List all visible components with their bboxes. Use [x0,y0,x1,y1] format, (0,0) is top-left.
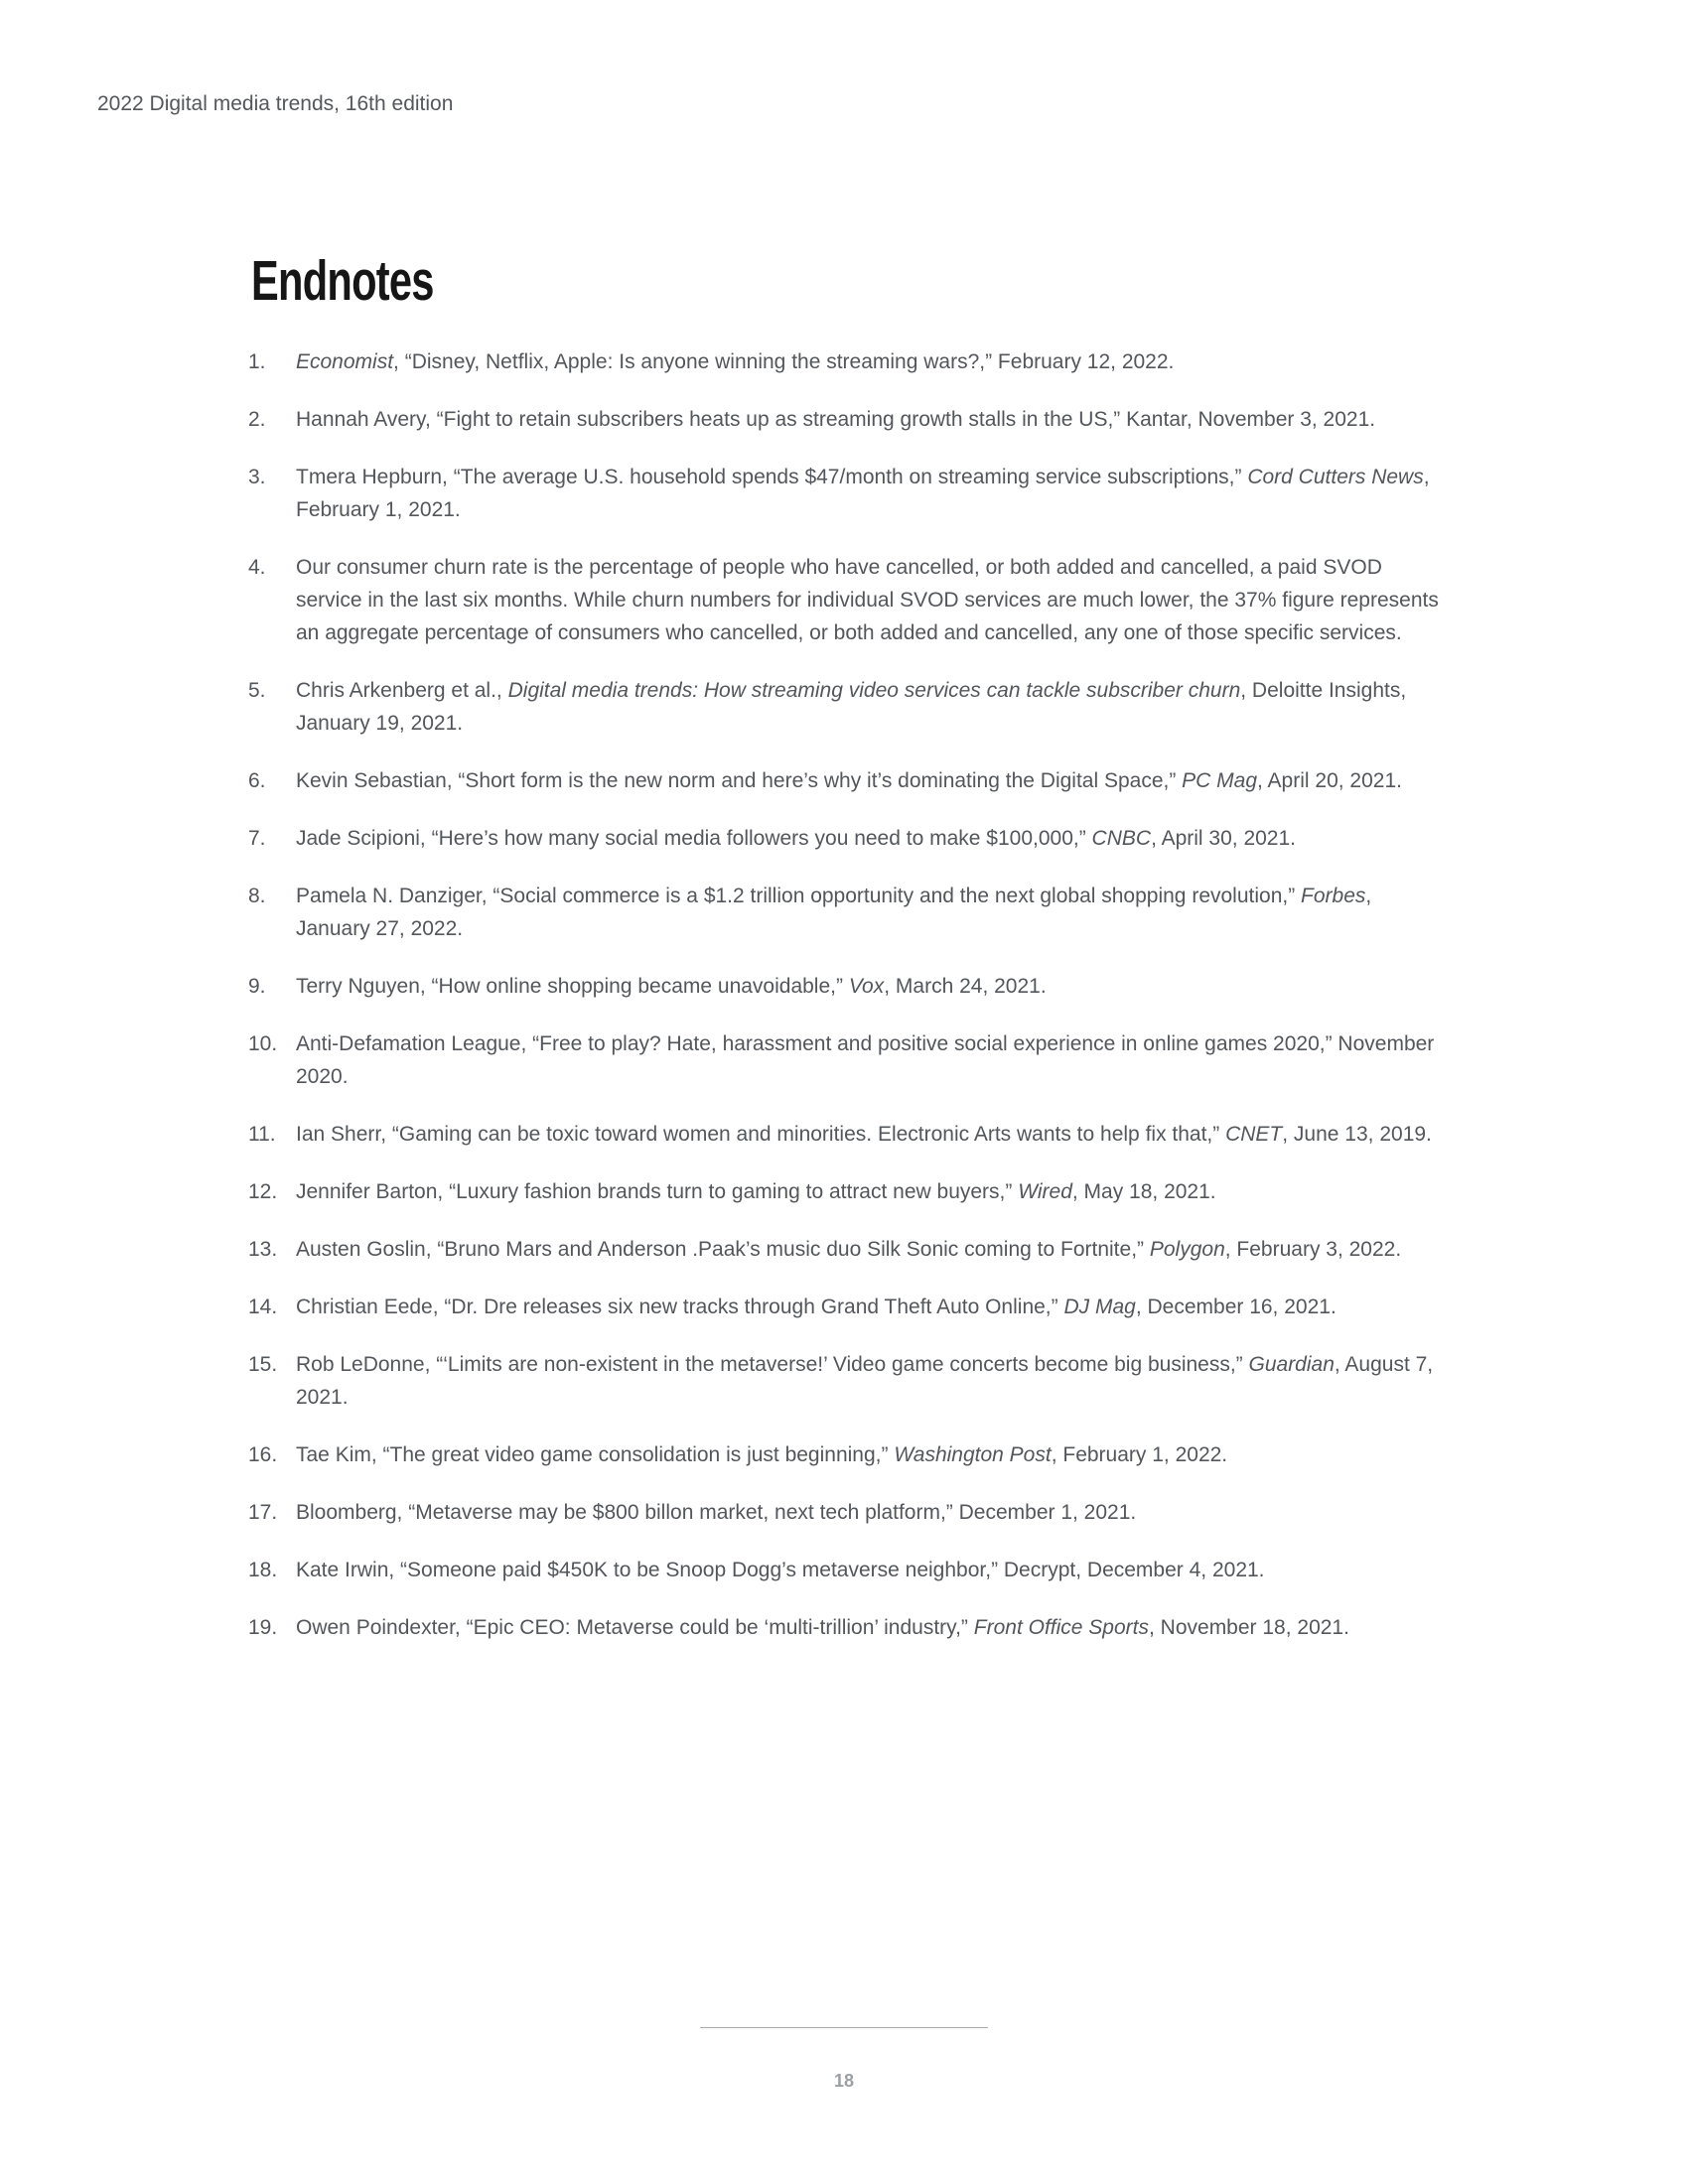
endnote-item [248,1438,1460,1471]
endnote-item [248,1611,1460,1644]
page-number: 18 [833,2071,855,2091]
endnote-item [248,1496,1460,1529]
endnote-text: Chris Arkenberg et al., Digital media trends: How streaming video services can tackle subscriber churn, Deloitte Insights, January 19, 2021. [296,679,1407,735]
endnote-number: 2. [248,408,266,431]
running-header: 2022 Digital media trends, 16th edition [97,92,454,115]
endnote-item [248,880,1460,945]
endnote-text: Terry Nguyen, “How online shopping became unavoidable,” Vox, March 24, 2021. [296,975,1047,998]
endnote-text: Ian Sherr, “Gaming can be toxic toward women and minorities. Electronic Arts wants to help fix that,” CNET, June 13, 2019. [296,1123,1432,1146]
endnote-text: Anti-Defamation League, “Free to play? Hate, harassment and positive social experience in online games 2020,” November 2020. [296,1032,1435,1088]
endnote-number: 8. [248,885,266,907]
endnote-number: 13. [248,1238,278,1261]
endnote-number: 12. [248,1180,278,1203]
endnote-text: Owen Poindexter, “Epic CEO: Metaverse could be ‘multi-trillion’ industry,” Front Office Sports, November 18, 2021. [296,1616,1349,1639]
endnote-item [248,1118,1460,1151]
endnote-number: 10. [248,1032,278,1055]
endnote-number: 3. [248,466,266,488]
endnote-number: 6. [248,769,266,792]
endnote-number: 7. [248,827,266,850]
footer-divider [700,2027,988,2028]
endnote-number: 17. [248,1501,278,1524]
endnote-text: Jennifer Barton, “Luxury fashion brands turn to gaming to attract new buyers,” Wired, May 18, 2021. [296,1180,1216,1203]
endnote-text: Christian Eede, “Dr. Dre releases six new tracks through Grand Theft Auto Online,” DJ Mag, December 16, 2021. [296,1296,1336,1318]
endnote-item [248,403,1460,436]
endnote-text: Jade Scipioni, “Here’s how many social media followers you need to make $100,000,” CNBC, April 30, 2021. [296,827,1296,850]
endnote-number: 19. [248,1616,278,1639]
endnote-item [248,345,1460,378]
endnote-number: 9. [248,975,266,998]
endnote-text: Tmera Hepburn, “The average U.S. household spends $47/month on streaming service subscriptions,” Cord Cutters News, February 1, 2021. [296,466,1430,521]
endnote-text: Tae Kim, “The great video game consolidation is just beginning,” Washington Post, February 1, 2022. [296,1443,1228,1466]
endnote-item [248,1175,1460,1208]
endnote-item [248,1291,1460,1323]
endnote-text: Economist, “Disney, Netflix, Apple: Is anyone winning the streaming wars?,” February 12, 2022. [296,350,1175,373]
endnote-text: Our consumer churn rate is the percentage of people who have cancelled, or both added and cancelled, a paid SVOD service in the last six months. While churn numbers for individual SVOD services are much lower, the 37% figure represents an aggregate percentage of consumers who cancelled, or both added and cancelled, any one of those specific services. [296,556,1439,644]
endnote-number: 15. [248,1353,278,1376]
endnote-text: Kevin Sebastian, “Short form is the new norm and here’s why it’s dominating the Digital Space,” PC Mag, April 20, 2021. [296,769,1402,792]
endnote-number: 18. [248,1559,278,1581]
endnote-number: 11. [248,1123,276,1146]
endnote-text: Rob LeDonne, “‘Limits are non-existent in the metaverse!’ Video game concerts become big business,” Guardian, August 7, 2021. [296,1353,1434,1409]
endnote-text: Pamela N. Danziger, “Social commerce is a $1.2 trillion opportunity and the next global shopping revolution,” Forbes, January 27, 2022. [296,885,1372,940]
endnote-item [248,551,1460,649]
endnote-text: Kate Irwin, “Someone paid $450K to be Snoop Dogg’s metaverse neighbor,” Decrypt, December 4, 2021. [296,1559,1265,1581]
endnotes-list [248,345,1460,1669]
endnote-number: 5. [248,679,266,702]
endnote-number: 16. [248,1443,278,1466]
endnote-number: 1. [248,350,266,373]
endnote-item [248,970,1460,1003]
endnote-item [248,1027,1460,1093]
endnote-item [248,822,1460,855]
endnote-text: Hannah Avery, “Fight to retain subscribers heats up as streaming growth stalls in the US,” Kantar, November 3, 2021. [296,408,1376,431]
endnote-item [248,1348,1460,1414]
endnote-text: Austen Goslin, “Bruno Mars and Anderson .Paak’s music duo Silk Sonic coming to Fortnite,” Polygon, February 3, 2022. [296,1238,1402,1261]
endnote-item [248,461,1460,526]
endnote-item [248,764,1460,797]
endnote-item [248,674,1460,740]
endnote-item [248,1554,1460,1586]
endnote-number: 4. [248,556,266,579]
page-title: Endnotes [251,249,434,314]
endnote-number: 14. [248,1296,278,1318]
endnote-text: Bloomberg, “Metaverse may be $800 billon market, next tech platform,” December 1, 2021. [296,1501,1137,1524]
endnote-item [248,1233,1460,1266]
